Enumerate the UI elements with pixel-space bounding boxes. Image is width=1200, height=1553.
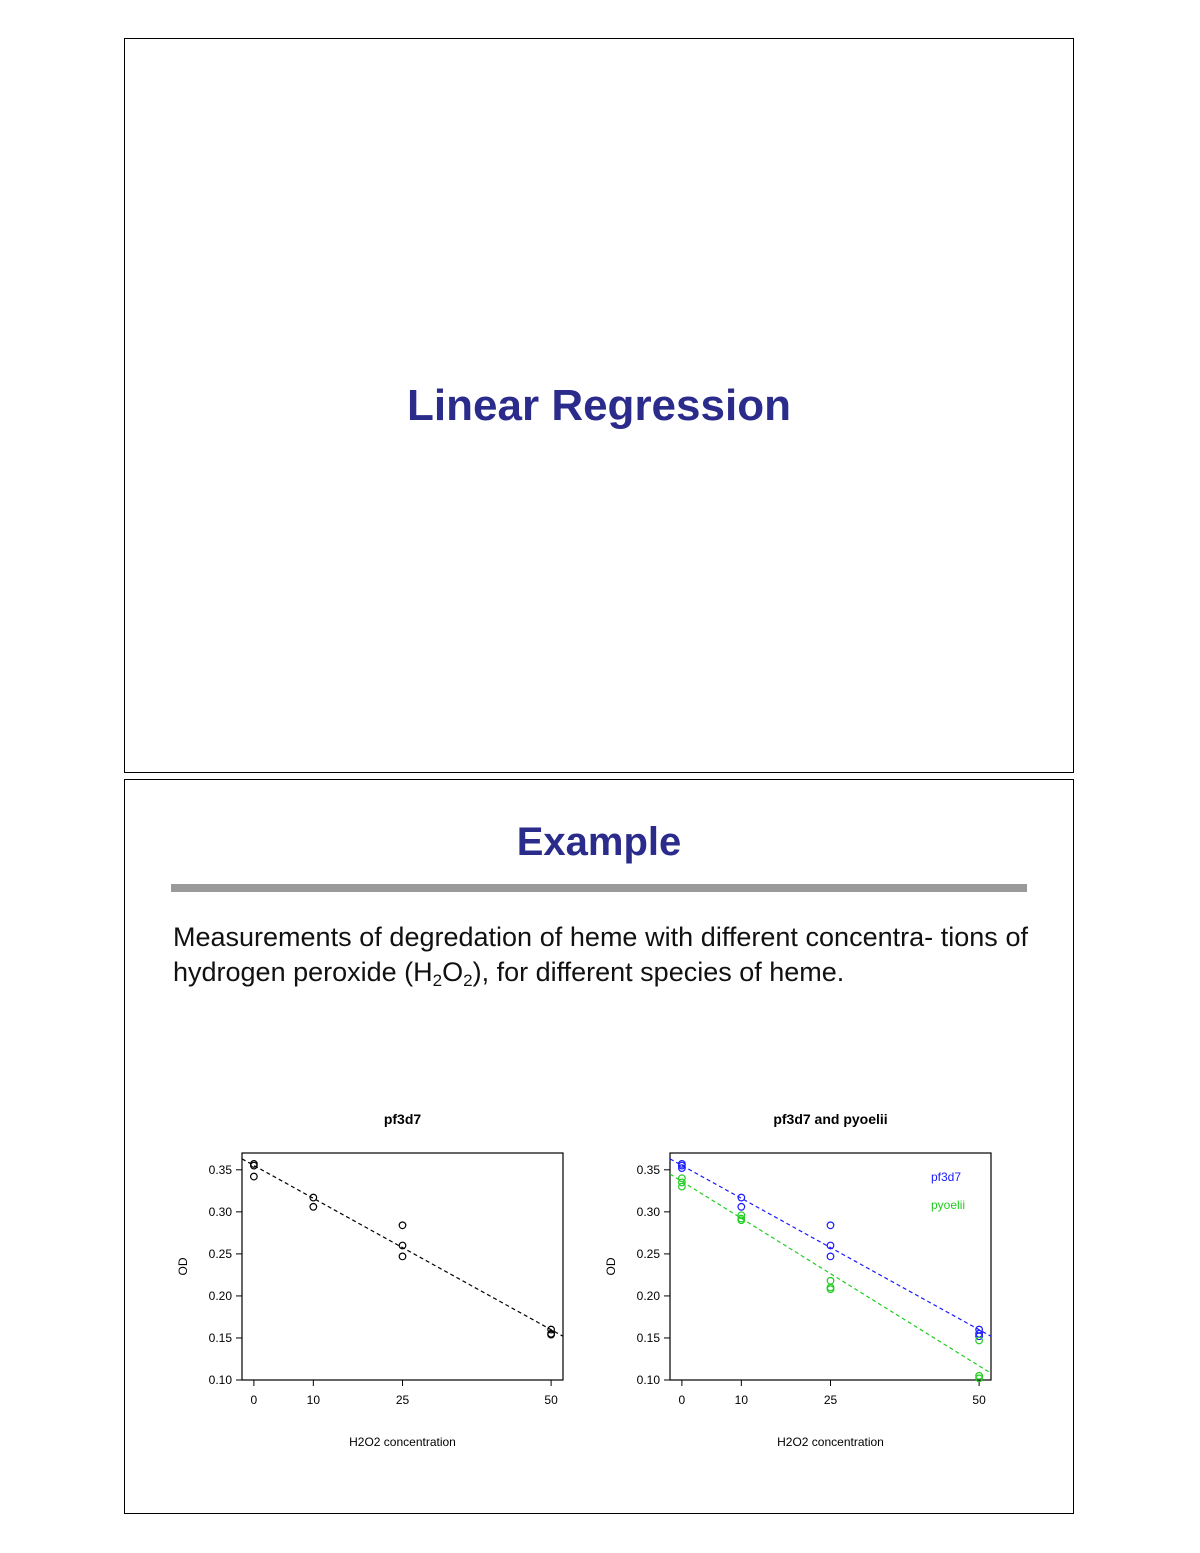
y-tick-label: 0.10 (208, 1373, 232, 1387)
data-point-pf3d7 (399, 1222, 406, 1229)
plot-frame (670, 1153, 991, 1380)
y-axis-label: OD (176, 1257, 190, 1276)
y-tick-label: 0.10 (636, 1373, 660, 1387)
data-point-pyoelii (827, 1277, 834, 1284)
x-tick-label: 10 (734, 1393, 749, 1407)
subscript-2a: 2 (432, 971, 443, 990)
y-tick-label: 0.20 (208, 1288, 232, 1303)
body-text-part1: Measurements of degredation of heme with different concentra- tions of hydrogen peroxide (H (173, 922, 1028, 987)
x-tick-label: 50 (972, 1393, 986, 1407)
x-tick-label: 0 (250, 1393, 258, 1407)
chart-title: pf3d7 and pyoelii (773, 1111, 888, 1127)
scatter-plot-pf3d7-pyoelii (593, 1100, 1013, 1460)
y-tick-label: 0.35 (208, 1162, 232, 1177)
y-tick-label: 0.15 (636, 1330, 660, 1345)
data-point-pf3d7 (827, 1222, 834, 1229)
data-point-pf3d7 (827, 1253, 834, 1260)
legend-entry: pyoelii (931, 1198, 966, 1212)
data-point-pyoelii (976, 1337, 983, 1344)
data-point-pf3d7 (738, 1204, 745, 1211)
y-tick-label: 0.35 (636, 1162, 660, 1177)
x-tick-label: 25 (395, 1393, 410, 1407)
y-tick-label: 0.15 (208, 1330, 232, 1345)
x-tick-label: 50 (544, 1393, 558, 1407)
slide-title-heading: Linear Regression (407, 381, 791, 430)
y-axis-label: OD (604, 1257, 618, 1276)
plot-frame (242, 1153, 563, 1380)
y-tick-label: 0.25 (208, 1246, 232, 1261)
y-tick-label: 0.25 (636, 1246, 660, 1261)
fit-line-pf3d7 (670, 1159, 991, 1336)
chart-title: pf3d7 (383, 1111, 422, 1127)
subscript-2b: 2 (463, 971, 473, 990)
x-axis-label: H2O2 concentration (349, 1435, 456, 1449)
x-axis-label: H2O2 concentration (777, 1435, 884, 1449)
x-tick-label: 10 (306, 1393, 321, 1407)
body-text-part2: O (442, 957, 464, 987)
body-text-part3: ), for different species of heme. (472, 957, 845, 987)
example-heading: Example (516, 820, 682, 864)
y-tick-label: 0.30 (636, 1204, 660, 1219)
data-point-pyoelii (679, 1183, 686, 1190)
scatter-plot-pf3d7 (165, 1100, 585, 1460)
data-point-pf3d7 (310, 1204, 317, 1211)
x-tick-label: 0 (678, 1393, 686, 1407)
slide-example (124, 779, 1074, 1514)
legend-entry: pf3d7 (931, 1170, 962, 1184)
slide-title (124, 38, 1074, 773)
data-point-pf3d7 (251, 1173, 258, 1180)
y-tick-label: 0.30 (208, 1204, 232, 1219)
example-body-text (173, 920, 1028, 990)
fit-line-pf3d7 (242, 1159, 563, 1336)
data-point-pf3d7 (399, 1253, 406, 1260)
x-tick-label: 25 (823, 1393, 838, 1407)
title-divider (171, 884, 1027, 892)
y-tick-label: 0.20 (636, 1288, 660, 1303)
